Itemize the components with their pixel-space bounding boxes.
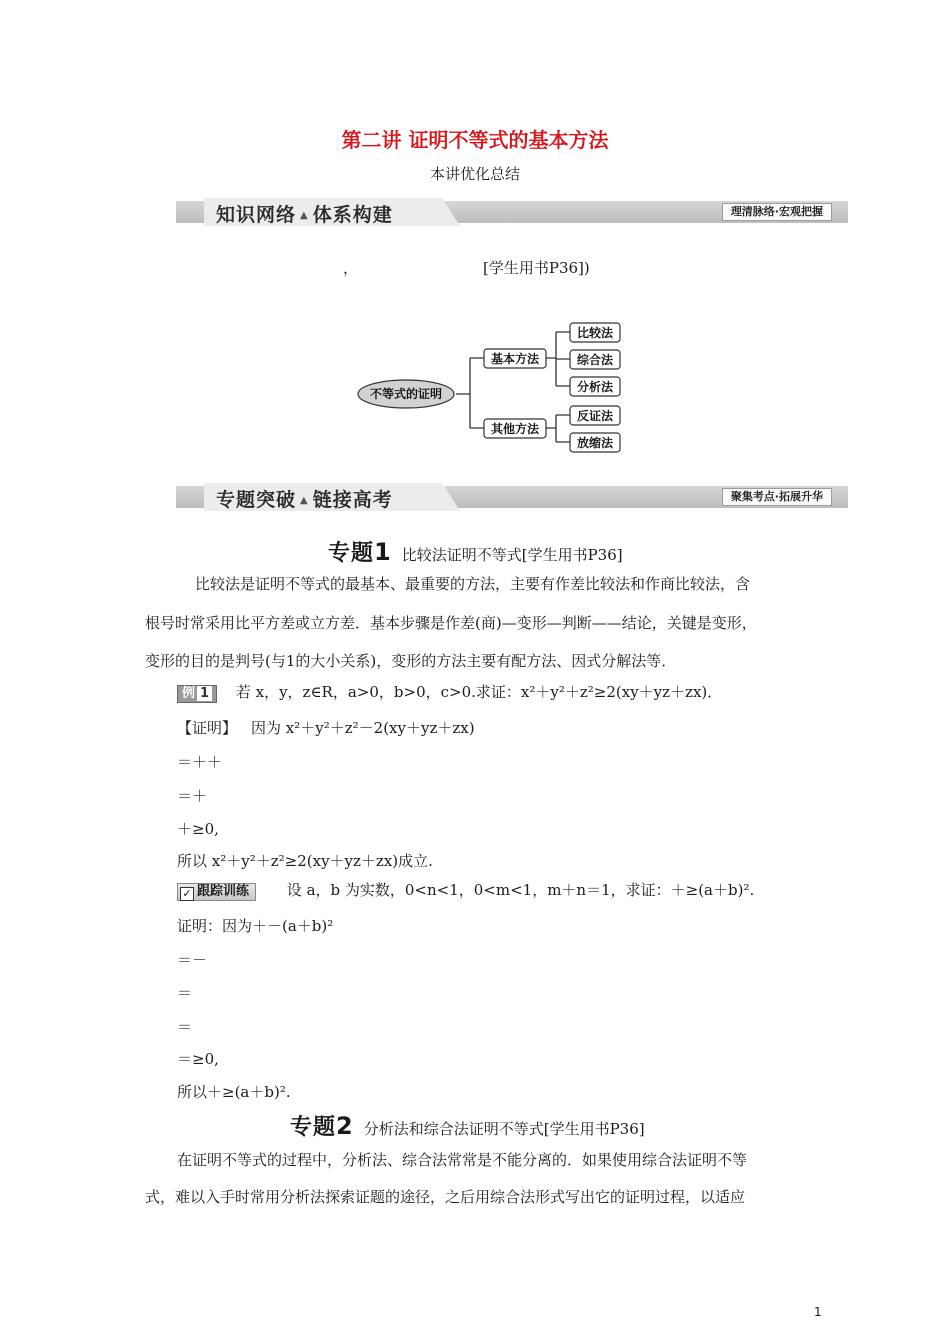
example-text: 若 x，y，z∈R，a>0，b>0，c>0.求证：x²＋y²＋z²≥2(xy＋yz＋zx)． [235, 683, 723, 701]
diagram-root [358, 380, 454, 408]
example-badge: 例 1 [177, 685, 217, 703]
triangle-icon: ▲ [300, 495, 309, 506]
proof2-step-1: ＝－ [177, 951, 208, 969]
diagram-branch-basic [484, 349, 546, 368]
band-badge: 理清脉络·宏观把握 [722, 203, 832, 221]
proof-step-3: ＋≥0, [177, 820, 219, 838]
proof2-step-2: ＝ [177, 984, 193, 1002]
svg-text:综合法: 综合法 [576, 353, 614, 367]
connector-branch1 [546, 332, 570, 386]
topic2-paragraph-line2: 式，难以入手时常用分析法探索证题的途径，之后用综合法形式写出它的证明过程，以适应 [145, 1188, 746, 1206]
diagram-branch-other [484, 419, 546, 438]
tracking-badge: ✓ 跟踪训练 [177, 883, 256, 901]
svg-text:比较法: 比较法 [576, 326, 614, 340]
proof-step-1: ＝＋＋ [177, 753, 223, 771]
proof2-conclusion: 所以＋≥(a＋b)². [177, 1083, 291, 1101]
topic1-heading: 专题1 比较法证明不等式[学生用书P36] [328, 538, 623, 566]
svg-text:分析法: 分析法 [576, 380, 614, 394]
check-icon: ✓ [180, 887, 194, 901]
topic2-heading: 专题2 分析法和综合法证明不等式[学生用书P36] [290, 1112, 645, 1140]
diagram-leaf-scaling [570, 433, 620, 452]
svg-text:反证法: 反证法 [576, 409, 614, 423]
band-badge: 聚集考点·拓展升华 [722, 488, 832, 506]
svg-text:基本方法: 基本方法 [490, 352, 540, 366]
section-band-knowledge [176, 198, 848, 226]
connector-branch2 [546, 415, 570, 442]
page-number: 1 [814, 1305, 822, 1319]
band-title-right: 体系构建 [312, 204, 393, 226]
ref-text: [学生用书P36]) [483, 259, 590, 277]
section-band-topics [176, 483, 848, 511]
proof-conclusion: 所以 x²＋y²＋z²≥2(xy＋yz＋zx)成立. [177, 852, 433, 870]
root-label: 不等式的证明 [369, 387, 443, 401]
page-subtitle: 本讲优化总结 [429, 165, 520, 183]
band-title [216, 200, 393, 227]
tracking-text: 设 a，b 为实数，0<n<1，0<m<1，m＋n＝1，求证：＋≥(a＋b)². [286, 881, 755, 899]
svg-text:其他方法: 其他方法 [490, 422, 540, 436]
band-title-left: 知识网络 [216, 204, 297, 226]
proof-1 [177, 718, 475, 738]
ref-comma: ， [343, 259, 359, 277]
proof-text: 因为 x²＋y²＋z²－2(xy＋yz＋zx) [251, 719, 475, 737]
proof2-step-3: ＝ [177, 1018, 193, 1036]
proof-step-2: ＝＋ [177, 787, 208, 805]
svg-text:放缩法: 放缩法 [576, 436, 614, 450]
topic1-paragraph-line3: 变形的目的是判号(与1的大小关系)，变形的方法主要有配方法、因式分解法等． [145, 652, 677, 670]
tracking-exercise [177, 880, 754, 901]
concept-diagram [356, 318, 626, 458]
diagram-leaf-contradiction [570, 406, 620, 425]
triangle-icon: ▲ [300, 210, 309, 221]
proof-label: 【证明】 [177, 719, 238, 737]
band-title [216, 485, 393, 512]
diagram-leaf-compare [570, 323, 620, 342]
proof2-step-4: ＝≥0, [177, 1050, 219, 1068]
band-title-left: 专题突破 [216, 489, 297, 511]
example-1 [177, 682, 722, 703]
topic1-paragraph-line1: 比较法是证明不等式的最基本、最重要的方法，主要有作差比较法和作商比较法，含 [195, 575, 751, 593]
diagram-leaf-synthesis [570, 350, 620, 369]
band-title-right: 链接高考 [312, 489, 393, 511]
connector-root [456, 358, 484, 428]
proof-2: 证明：因为＋－(a＋b)² [177, 917, 334, 935]
topic2-paragraph-line1: 在证明不等式的过程中，分析法、综合法常常是不能分离的．如果使用综合法证明不等 [177, 1151, 748, 1169]
topic1-paragraph-line2: 根号时常采用比平方差或立方差．基本步骤是作差(商)—变形—判断——结论，关键是变形， [145, 614, 757, 632]
page-title: 第二讲 证明不等式的基本方法 [341, 128, 609, 152]
diagram-leaf-analysis [570, 377, 620, 396]
